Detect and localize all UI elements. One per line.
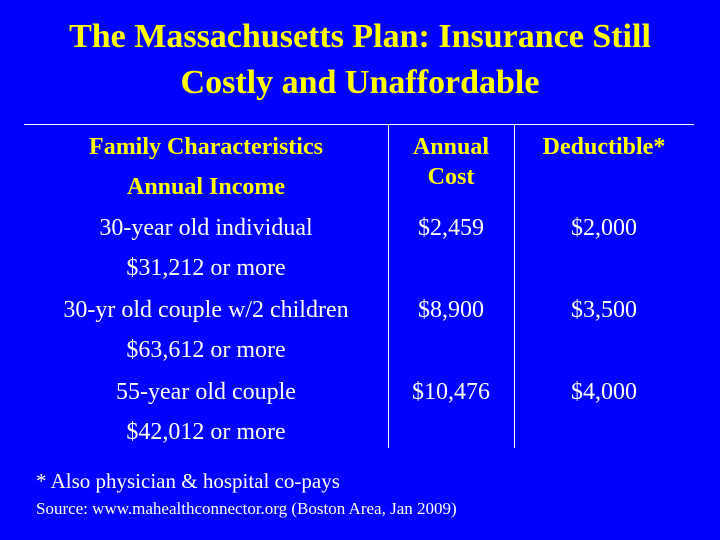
row-family-label: 30-yr old couple w/2 children: [63, 297, 349, 323]
table-row-2-cost: [388, 290, 514, 330]
table-row-3-family: [24, 372, 388, 452]
row-cost-value: $10,476: [412, 379, 490, 405]
insurance-cost-table: [24, 124, 694, 448]
table-row-3-cost: [388, 372, 514, 412]
row-family-label: 55-year old couple: [116, 379, 296, 405]
table-row-3-deductible: [514, 372, 694, 412]
row-deductible-value: $3,500: [571, 297, 637, 323]
table-top-border: [24, 124, 694, 125]
row-deductible-value: $2,000: [571, 215, 637, 241]
slide-title: [0, 14, 720, 106]
table-row-2-deductible: [514, 290, 694, 330]
row-income-label: $63,612 or more: [126, 337, 286, 363]
source-citation: Source: www.mahealthconnector.org (Boston Area, Jan 2009): [36, 499, 457, 518]
table-row-1-deductible: [514, 208, 694, 248]
table-row-2-family: [24, 290, 388, 370]
header-cost-line-1: Annual: [412, 134, 490, 160]
footnote: * Also physician & hospital co-pays: [36, 469, 340, 493]
table-row-1-family: [24, 208, 388, 288]
header-cost-line-2: Cost: [427, 164, 475, 190]
row-cost-value: $8,900: [418, 297, 484, 323]
header-deductible: [514, 132, 694, 162]
header-deductible-label: Deductible*: [542, 134, 666, 160]
row-deductible-value: $4,000: [571, 379, 637, 405]
header-family-label: Family Characteristics: [89, 134, 323, 160]
row-income-label: $31,212 or more: [126, 255, 286, 281]
header-annual-cost: [388, 132, 514, 192]
header-income-label: Annual Income: [126, 174, 286, 200]
row-family-label: 30-year old individual: [99, 215, 313, 241]
row-cost-value: $2,459: [418, 215, 484, 241]
table-row-1-cost: [388, 208, 514, 248]
row-income-label: $42,012 or more: [126, 419, 286, 445]
header-family-characteristics: [24, 132, 388, 202]
slide-title-line-1: The Massachusetts Plan: Insurance Still: [69, 18, 651, 55]
slide-title-line-2: Costly and Unaffordable: [180, 64, 540, 101]
